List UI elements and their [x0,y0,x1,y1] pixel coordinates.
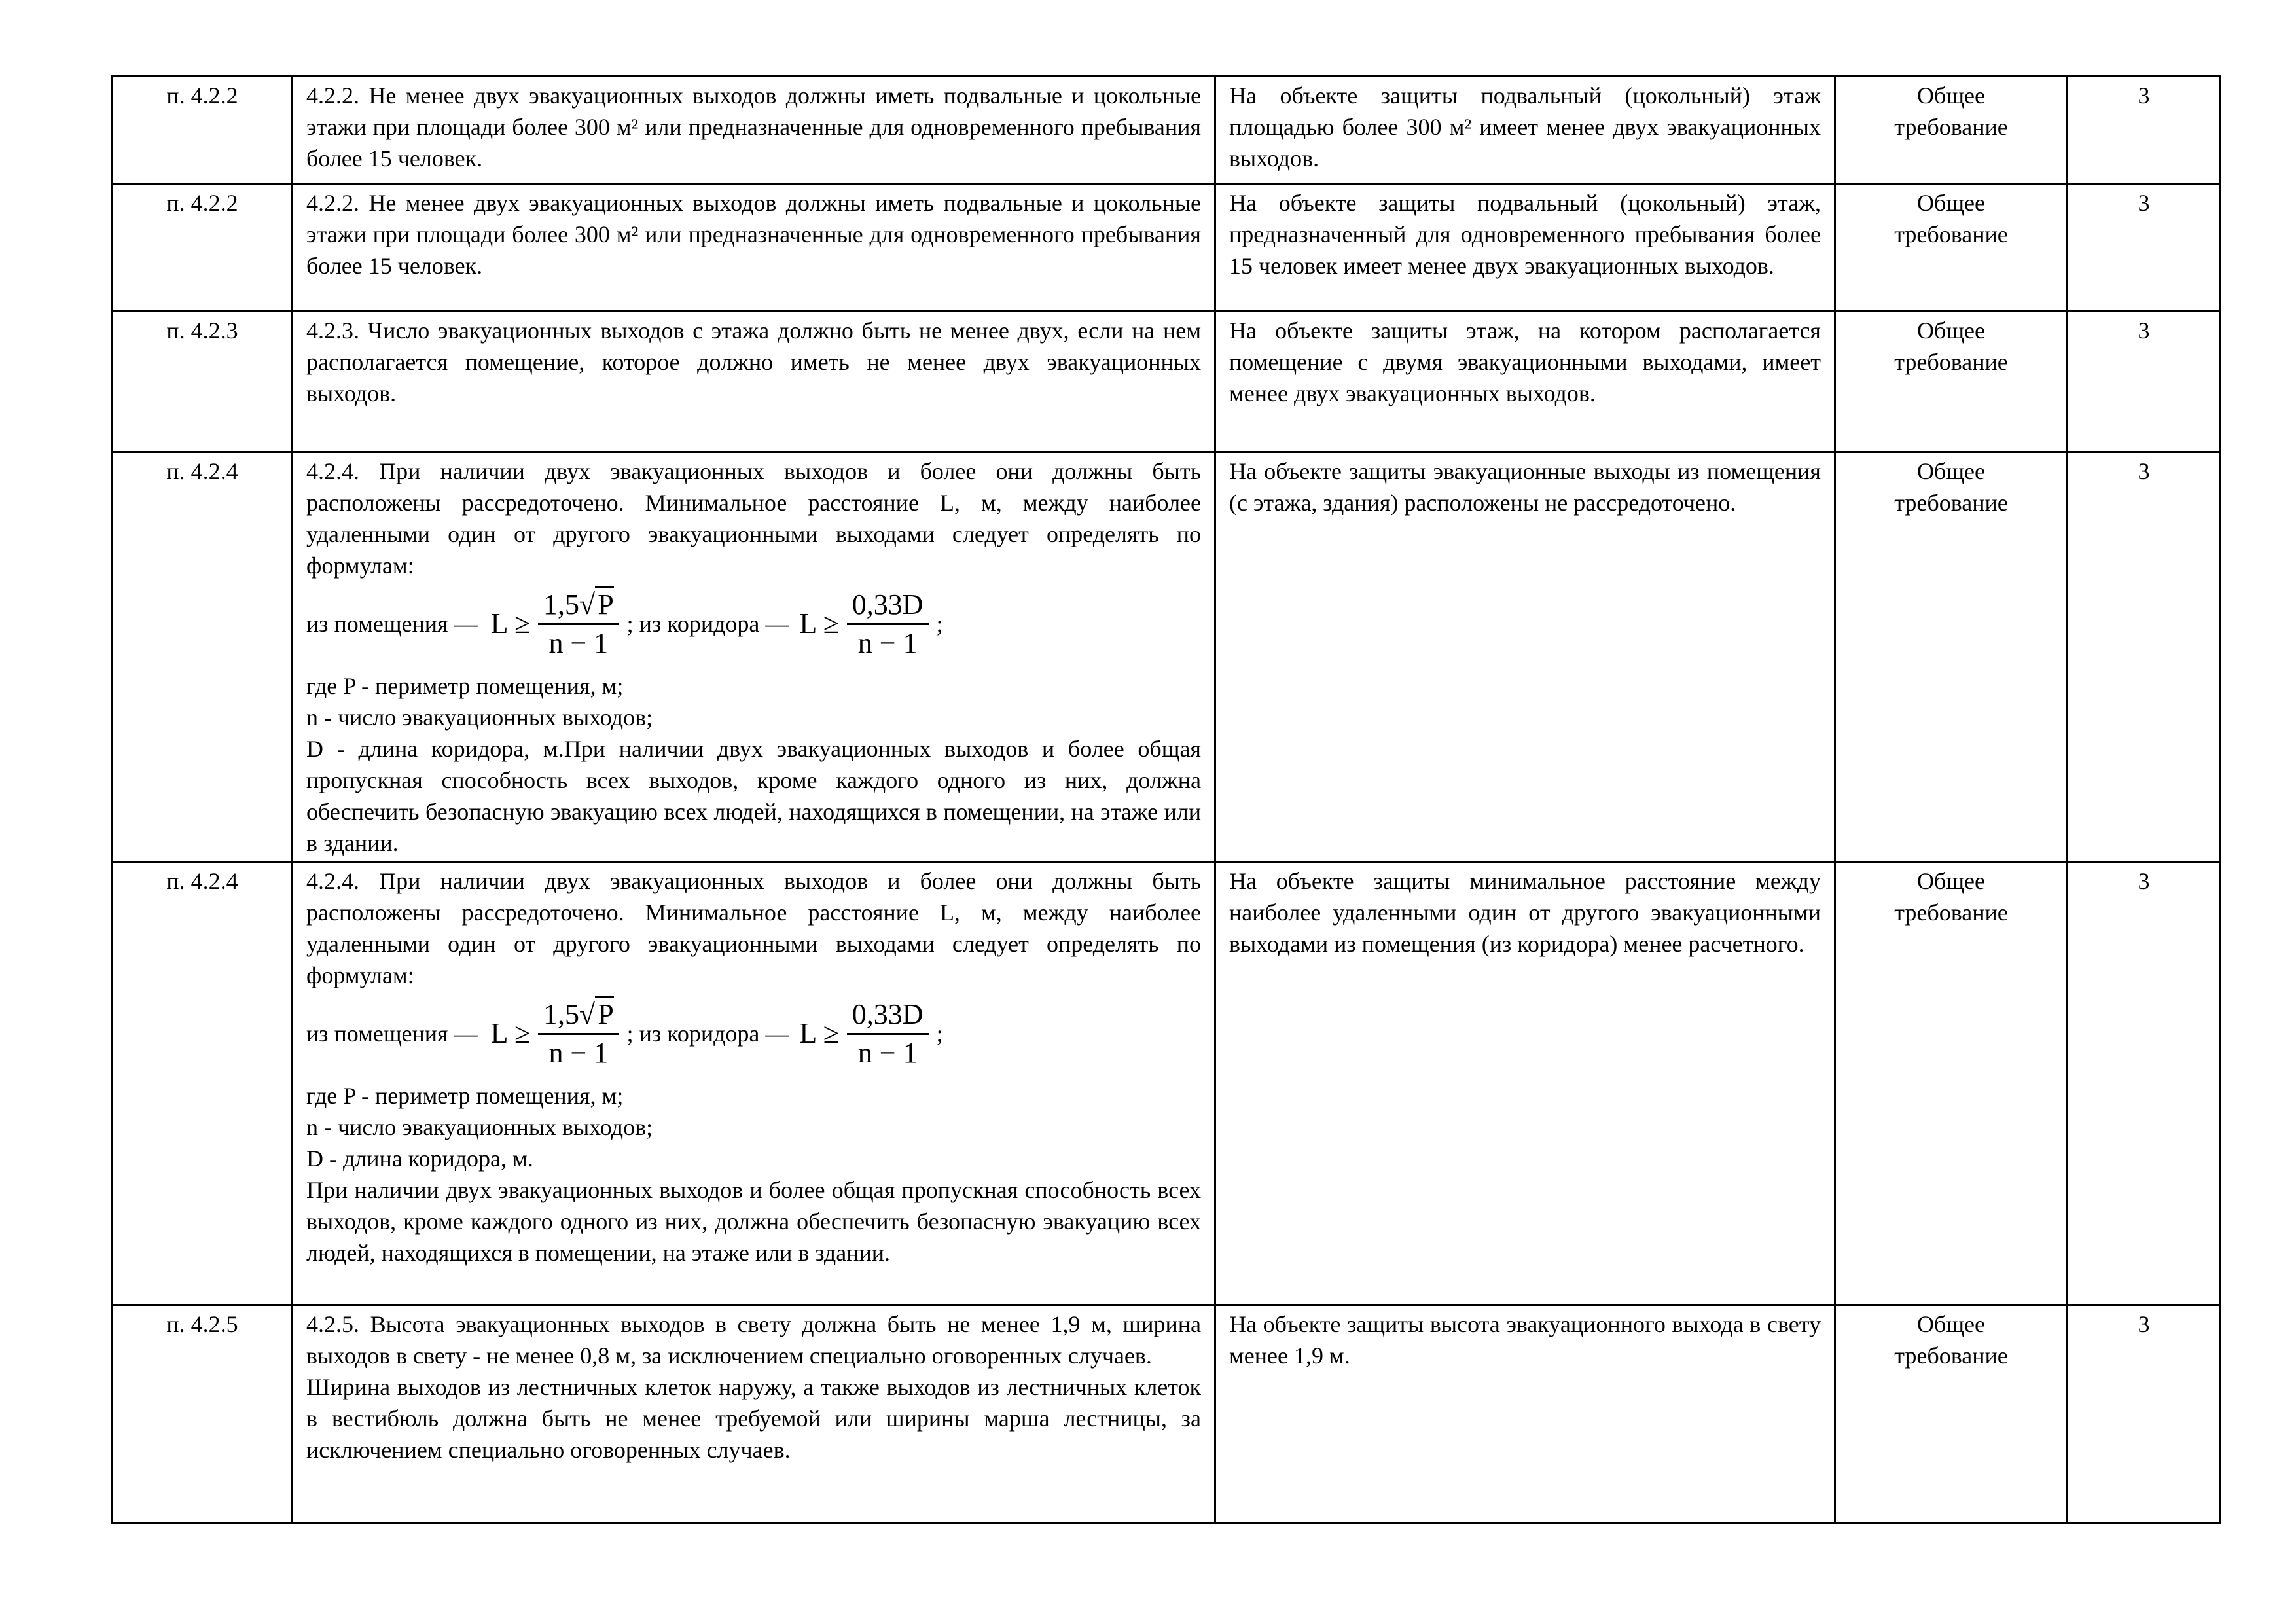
norm-reference: п. 4.2.2 [113,77,293,184]
requirement-text: 4.2.2. Не менее двух эвакуационных выходов должны иметь подвальные и цокольные этажи при площади более 300 м² или предназначенные для одновременного пребывания более 15 человек. [293,77,1215,184]
violation-text: На объекте защиты эвакуационные выходы из помещения (с этажа, здания) расположены не рассредоточено. [1215,452,1835,862]
formula-room: L ≥ $\frac{1,5√P}{n - 1}$ [478,996,627,1072]
requirement-category: Общее требование [1835,77,2068,184]
violation-text: На объекте защиты минимальное расстояние между наиболее удаленными один от другого эвакуационными выходами из помещения (из коридора) менее расчетного. [1215,862,1835,1305]
requirement-category: Общее требование [1835,312,2068,452]
group-number: 3 [2068,1305,2221,1523]
formula-corridor-label: ; из коридора — [626,1020,789,1047]
requirement-text: 4.2.4. При наличии двух эвакуационных выходов и более они должны быть расположены рассредоточено. Минимальное расстояние L, м, между наиболее удаленными один от другого эвакуационными выходами следует определять по формулам: из помещения — L ≥ $\frac{1,5√P}{n - 1}$ ; из коридора — L ≥ $\frac{0,33D}{n - 1}$ ; где P - периметр помещения, м; n - число эвакуационных выходов; D - длина коридора, м. При наличии двух эвакуационных выходов и более общая пропускная способность всех выходов, кроме каждого одного из них, должна обеспечить безопасную эвакуацию всех людей, находящихся в помещении, на этаже или в здании. [293,862,1215,1305]
table-row [113,184,2221,312]
requirement-text: 4.2.2. Не менее двух эвакуационных выходов должны иметь подвальные и цокольные этажи при площади более 300 м² или предназначенные для одновременного пребывания более 15 человек. [293,184,1215,312]
requirement-category: Общее требование [1835,452,2068,862]
group-number: 3 [2068,452,2221,862]
table-row [113,1305,2221,1523]
group-number: 3 [2068,862,2221,1305]
group-number: 3 [2068,184,2221,312]
group-number: 3 [2068,312,2221,452]
distance-formula: из помещения — L ≥ $\frac{1,5√P}{n - 1}$ ; из коридора — L ≥ $\frac{0,33D}{n - 1}$ ; [306,575,1201,673]
requirement-text: 4.2.4. При наличии двух эвакуационных выходов и более они должны быть расположены рассредоточено. Минимальное расстояние L, м, между наиболее удаленными один от другого эвакуационными выходами следует определять по формулам: из помещения — L ≥ $\frac{1,5√P}{n - 1}$ ; из коридора — L ≥ $\frac{0,33D}{n - 1}$ ; где P - периметр помещения, м; n - число эвакуационных выходов; D - длина коридора, м.При наличии двух эвакуационных выходов и более общая пропускная способность всех выходов, кроме каждого одного из них, должна обеспечить безопасную эвакуацию всех людей, находящихся в помещении, на этаже или в здании. [293,452,1215,862]
formula-corridor: L ≥ $\frac{0,33D}{n - 1}$ [789,996,936,1072]
requirement-category: Общее требование [1835,184,2068,312]
norm-reference: п. 4.2.5 [113,1305,293,1523]
requirement-category: Общее требование [1835,862,2068,1305]
violation-text: На объекте защиты подвальный (цокольный) этаж площадью более 300 м² имеет менее двух эвакуационных выходов. [1215,77,1835,184]
distance-formula: из помещения — L ≥ $\frac{1,5√P}{n - 1}$ ; из коридора — L ≥ $\frac{0,33D}{n - 1}$ ; [306,984,1201,1083]
table-row [113,77,2221,184]
formula-corridor-label: ; из коридора — [626,611,789,637]
requirement-category: Общее требование [1835,1305,2068,1523]
violation-text: На объекте защиты высота эвакуационного выхода в свету менее 1,9 м. [1215,1305,1835,1523]
formula-corridor: L ≥ $\frac{0,33D}{n - 1}$ [789,586,936,662]
norm-reference: п. 4.2.4 [113,862,293,1305]
requirement-text: 4.2.5. Высота эвакуационных выходов в свету должна быть не менее 1,9 м, ширина выходов в свету - не менее 0,8 м, за исключением специально оговоренных случаев. Ширина выходов из лестничных клеток наружу, а также выходов из лестничных клеток в вестибюль должна быть не менее требуемой или ширины марша лестницы, за исключением специально оговоренных случаев. [293,1305,1215,1523]
norm-reference: п. 4.2.4 [113,452,293,862]
formula-room-label: из помещения — [306,1020,478,1047]
norm-reference: п. 4.2.3 [113,312,293,452]
formula-room-label: из помещения — [306,611,478,637]
requirements-table [111,75,2221,1524]
requirement-text: 4.2.3. Число эвакуационных выходов с этажа должно быть не менее двух, если на нем располагается помещение, которое должно иметь не менее двух эвакуационных выходов. [293,312,1215,452]
norm-reference: п. 4.2.2 [113,184,293,312]
table-row [113,312,2221,452]
violation-text: На объекте защиты этаж, на котором располагается помещение с двумя эвакуационными выходами, имеет менее двух эвакуационных выходов. [1215,312,1835,452]
table-row [113,452,2221,862]
violation-text: На объекте защиты подвальный (цокольный) этаж, предназначенный для одновременного пребывания более 15 человек имеет менее двух эвакуационных выходов. [1215,184,1835,312]
table-row [113,862,2221,1305]
formula-room: L ≥ $\frac{1,5√P}{n - 1}$ [478,586,627,662]
group-number: 3 [2068,77,2221,184]
